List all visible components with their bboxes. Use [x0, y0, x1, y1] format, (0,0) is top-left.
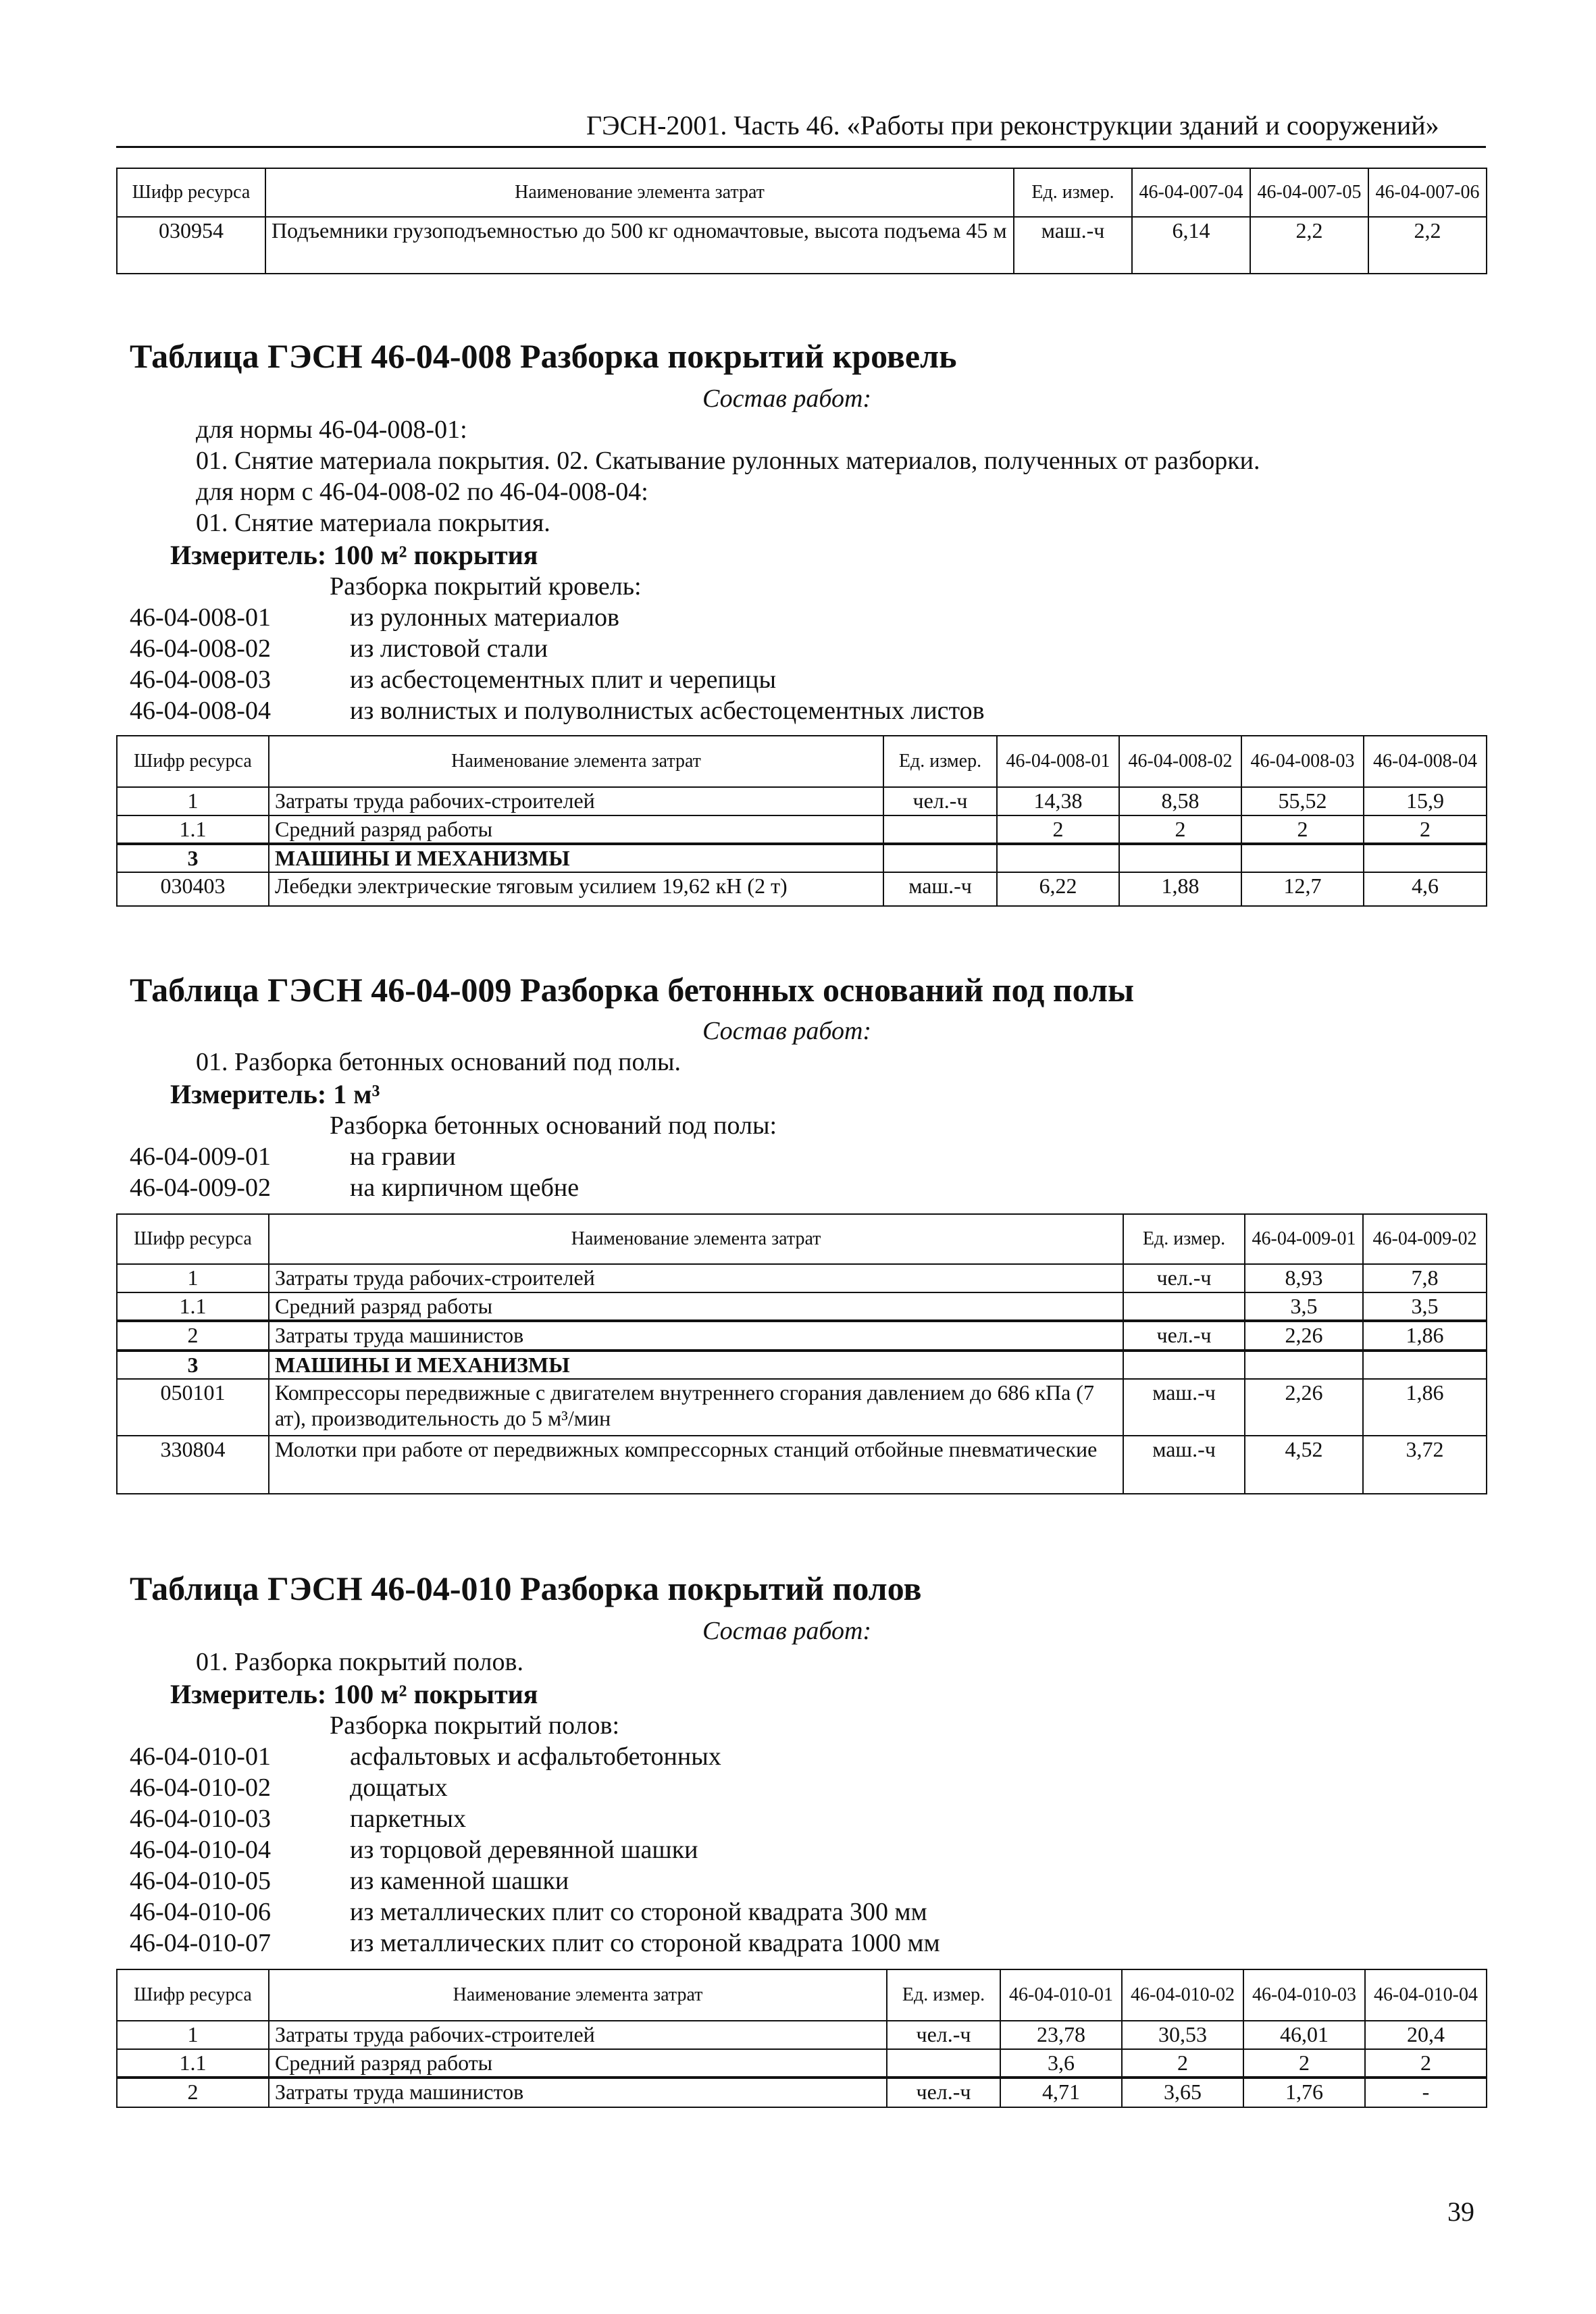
cell-value: 4,52 [1245, 1436, 1363, 1494]
cell-unit: чел.-ч [1123, 1264, 1245, 1292]
cell-name: Затраты труда рабочих-строителей [269, 787, 883, 815]
measure-unit: Измеритель: 100 м² покрытия [170, 1679, 538, 1709]
cell-unit [887, 2049, 1000, 2078]
table-row [117, 1321, 1487, 1351]
table-row [117, 1292, 1487, 1321]
cell-value: 2 [997, 815, 1119, 844]
norm-name: из волнистых и полуволнистых асбестоцементных листов [350, 697, 985, 725]
cell-name: Средний разряд работы [269, 815, 883, 844]
cell-code: 1 [117, 1264, 269, 1292]
work-line: 01. Разборка бетонных оснований под полы. [196, 1048, 681, 1076]
cell-value: 3,5 [1363, 1292, 1487, 1321]
table-row [117, 844, 1487, 872]
cell-value: 1,76 [1243, 2078, 1365, 2107]
composition-label: Состав работ: [702, 1617, 872, 1645]
norm-code: 46-04-010-07 [130, 1929, 271, 1957]
col-header-unit: Ед. измер. [883, 736, 997, 787]
cell-value: 3,6 [1000, 2049, 1122, 2078]
cell-code: 1.1 [117, 815, 269, 844]
norm-code: 46-04-008-02 [130, 634, 271, 663]
cell-unit [1123, 1351, 1245, 1379]
cell-value: 2 [1122, 2049, 1243, 2078]
cell-value [1363, 1351, 1487, 1379]
table-row [117, 872, 1487, 906]
norm-name: из торцовой деревянной шашки [350, 1836, 698, 1864]
cell-code: 1 [117, 787, 269, 815]
norm-code: 46-04-009-01 [130, 1142, 271, 1171]
cell-value [1241, 844, 1364, 872]
cell-name: Затраты труда машинистов [269, 2078, 887, 2107]
cell-code: 1.1 [117, 2049, 269, 2078]
cell-value: 1,88 [1119, 872, 1241, 906]
group-heading: Разборка покрытий кровель: [330, 572, 642, 601]
col-header-norm: 46-04-010-03 [1243, 1969, 1365, 2021]
cell-code: 2 [117, 1321, 269, 1351]
cell-value: 3,72 [1363, 1436, 1487, 1494]
cell-name: Молотки при работе от передвижных компрессорных станций отбойные пневматические [269, 1436, 1123, 1494]
work-line: для нормы 46-04-008-01: [196, 416, 467, 444]
cell-value: 12,7 [1241, 872, 1364, 906]
table-row [117, 2049, 1487, 2078]
resource-table-008 [116, 735, 1487, 907]
norm-code: 46-04-010-03 [130, 1805, 271, 1833]
norm-code: 46-04-010-06 [130, 1898, 271, 1926]
norm-name: из листовой стали [350, 634, 548, 663]
cell-unit [1123, 1292, 1245, 1321]
resource-table-007 [116, 168, 1487, 274]
col-header-name: Наименование элемента затрат [269, 1214, 1123, 1264]
table-row [117, 1264, 1487, 1292]
col-header-norm: 46-04-009-01 [1245, 1214, 1363, 1264]
cell-value: 15,9 [1364, 787, 1487, 815]
norm-name: из металлических плит со стороной квадрата 1000 мм [350, 1929, 940, 1957]
table-title: Таблица ГЭСН 46-04-009 Разборка бетонных оснований под полы [130, 971, 1135, 1009]
cell-value: 2,2 [1368, 217, 1487, 274]
cell-value: 3,5 [1245, 1292, 1363, 1321]
cell-value: 2,2 [1250, 217, 1368, 274]
running-header: ГЭСН-2001. Часть 46. «Работы при реконструкции зданий и сооружений» [586, 110, 1439, 141]
cell-value: 8,93 [1245, 1264, 1363, 1292]
col-header-norm: 46-04-008-02 [1119, 736, 1241, 787]
cell-value: - [1365, 2078, 1487, 2107]
table-row [117, 1379, 1487, 1436]
cell-value: 14,38 [997, 787, 1119, 815]
col-header-norm: 46-04-010-01 [1000, 1969, 1122, 2021]
cell-unit: маш.-ч [1014, 217, 1132, 274]
cell-unit: чел.-ч [887, 2078, 1000, 2107]
table-row [117, 1351, 1487, 1379]
cell-unit: маш.-ч [883, 872, 997, 906]
table-row [117, 217, 1487, 274]
norm-name: паркетных [350, 1805, 467, 1833]
col-header-norm: 46-04-008-01 [997, 736, 1119, 787]
table-title: Таблица ГЭСН 46-04-008 Разборка покрытий кровель [130, 337, 957, 375]
cell-value: 20,4 [1365, 2021, 1487, 2049]
cell-value [1364, 844, 1487, 872]
col-header-name: Наименование элемента затрат [269, 736, 883, 787]
work-line: 01. Разборка покрытий полов. [196, 1648, 523, 1676]
cell-name: Затраты труда рабочих-строителей [269, 1264, 1123, 1292]
resource-table-009 [116, 1213, 1487, 1494]
cell-unit: чел.-ч [1123, 1321, 1245, 1351]
cell-unit [883, 844, 997, 872]
norm-code: 46-04-008-03 [130, 665, 271, 694]
norm-code: 46-04-008-01 [130, 603, 271, 632]
cell-name: Подъемники грузоподъемностью до 500 кг одномачтовые, высота подъема 45 м [265, 217, 1014, 274]
col-header-code: Шифр ресурса [117, 1214, 269, 1264]
cell-code: 1.1 [117, 1292, 269, 1321]
cell-code: 3 [117, 844, 269, 872]
col-header-code: Шифр ресурса [117, 736, 269, 787]
norm-name: асфальтовых и асфальтобетонных [350, 1742, 721, 1771]
cell-name: Затраты труда машинистов [269, 1321, 1123, 1351]
cell-value: 4,71 [1000, 2078, 1122, 2107]
cell-unit: маш.-ч [1123, 1436, 1245, 1494]
col-header-code: Шифр ресурса [117, 1969, 269, 2021]
cell-value: 55,52 [1241, 787, 1364, 815]
col-header-norm: 46-04-009-02 [1363, 1214, 1487, 1264]
cell-value: 2,26 [1245, 1321, 1363, 1351]
group-heading: Разборка покрытий полов: [330, 1711, 620, 1740]
cell-value [997, 844, 1119, 872]
col-header-norm: 46-04-008-03 [1241, 736, 1364, 787]
cell-value: 1,86 [1363, 1321, 1487, 1351]
cell-value: 3,65 [1122, 2078, 1243, 2107]
col-header-unit: Ед. измер. [1014, 168, 1132, 217]
col-header-norm: 46-04-007-05 [1250, 168, 1368, 217]
work-line: 01. Снятие материала покрытия. [196, 509, 550, 537]
cell-value: 2 [1365, 2049, 1487, 2078]
cell-unit: маш.-ч [1123, 1379, 1245, 1436]
table-row [117, 1436, 1487, 1494]
table-row [117, 815, 1487, 844]
table-title: Таблица ГЭСН 46-04-010 Разборка покрытий полов [130, 1569, 922, 1607]
norm-name: дощатых [350, 1774, 448, 1802]
norm-name: из металлических плит со стороной квадрата 300 мм [350, 1898, 927, 1926]
cell-name: Затраты труда рабочих-строителей [269, 2021, 887, 2049]
group-heading: Разборка бетонных оснований под полы: [330, 1111, 777, 1140]
cell-value: 7,8 [1363, 1264, 1487, 1292]
cell-unit: чел.-ч [887, 2021, 1000, 2049]
norm-code: 46-04-010-01 [130, 1742, 271, 1771]
col-header-unit: Ед. измер. [1123, 1214, 1245, 1264]
norm-name: из асбестоцементных плит и черепицы [350, 665, 777, 694]
cell-value: 2 [1364, 815, 1487, 844]
cell-value: 23,78 [1000, 2021, 1122, 2049]
cell-value: 46,01 [1243, 2021, 1365, 2049]
cell-value: 2 [1243, 2049, 1365, 2078]
cell-unit [883, 815, 997, 844]
col-header-norm: 46-04-007-04 [1132, 168, 1250, 217]
col-header-norm: 46-04-010-04 [1365, 1969, 1487, 2021]
cell-value [1119, 844, 1241, 872]
cell-value: 2 [1241, 815, 1364, 844]
norm-name: на гравии [350, 1142, 456, 1171]
cell-code: 030954 [117, 217, 265, 274]
composition-label: Состав работ: [702, 1017, 872, 1045]
composition-label: Состав работ: [702, 384, 872, 413]
measure-unit: Измеритель: 1 м³ [170, 1079, 380, 1109]
norm-code: 46-04-008-04 [130, 697, 271, 725]
table-row [117, 2021, 1487, 2049]
norm-code: 46-04-010-02 [130, 1774, 271, 1802]
cell-name: Лебедки электрические тяговым усилием 19,62 кН (2 т) [269, 872, 883, 906]
work-line: для норм с 46-04-008-02 по 46-04-008-04: [196, 478, 648, 506]
col-header-name: Наименование элемента затрат [269, 1969, 887, 2021]
col-header-unit: Ед. измер. [887, 1969, 1000, 2021]
cell-value: 2,26 [1245, 1379, 1363, 1436]
norm-name: из каменной шашки [350, 1867, 569, 1895]
cell-code: 030403 [117, 872, 269, 906]
col-header-name: Наименование элемента затрат [265, 168, 1014, 217]
measure-unit: Измеритель: 100 м² покрытия [170, 540, 538, 570]
cell-value: 2 [1119, 815, 1241, 844]
norm-code: 46-04-010-05 [130, 1867, 271, 1895]
table-row [117, 2078, 1487, 2107]
cell-name: Компрессоры передвижные с двигателем внутреннего сгорания давлением до 686 кПа (7 ат), производительность до 5 м³/мин [269, 1379, 1123, 1436]
cell-code: 330804 [117, 1436, 269, 1494]
work-line: 01. Снятие материала покрытия. 02. Скатывание рулонных материалов, полученных от разборки. [196, 447, 1260, 475]
col-header-norm: 46-04-008-04 [1364, 736, 1487, 787]
cell-name: Средний разряд работы [269, 2049, 887, 2078]
cell-unit: чел.-ч [883, 787, 997, 815]
col-header-norm: 46-04-007-06 [1368, 168, 1487, 217]
norm-name: из рулонных материалов [350, 603, 619, 632]
header-divider [116, 146, 1486, 148]
cell-value: 6,22 [997, 872, 1119, 906]
cell-name: МАШИНЫ И МЕХАНИЗМЫ [269, 1351, 1123, 1379]
cell-name: Средний разряд работы [269, 1292, 1123, 1321]
cell-code: 1 [117, 2021, 269, 2049]
page-number: 39 [1447, 2196, 1474, 2227]
cell-value: 30,53 [1122, 2021, 1243, 2049]
cell-value: 1,86 [1363, 1379, 1487, 1436]
cell-value: 8,58 [1119, 787, 1241, 815]
norm-name: на кирпичном щебне [350, 1174, 580, 1202]
cell-value [1245, 1351, 1363, 1379]
cell-code: 3 [117, 1351, 269, 1379]
cell-value: 6,14 [1132, 217, 1250, 274]
norm-code: 46-04-010-04 [130, 1836, 271, 1864]
norm-code: 46-04-009-02 [130, 1174, 271, 1202]
cell-code: 2 [117, 2078, 269, 2107]
col-header-norm: 46-04-010-02 [1122, 1969, 1243, 2021]
col-header-code: Шифр ресурса [117, 168, 265, 217]
resource-table-010 [116, 1969, 1487, 2108]
cell-code: 050101 [117, 1379, 269, 1436]
cell-name: МАШИНЫ И МЕХАНИЗМЫ [269, 844, 883, 872]
cell-value: 4,6 [1364, 872, 1487, 906]
table-row [117, 787, 1487, 815]
